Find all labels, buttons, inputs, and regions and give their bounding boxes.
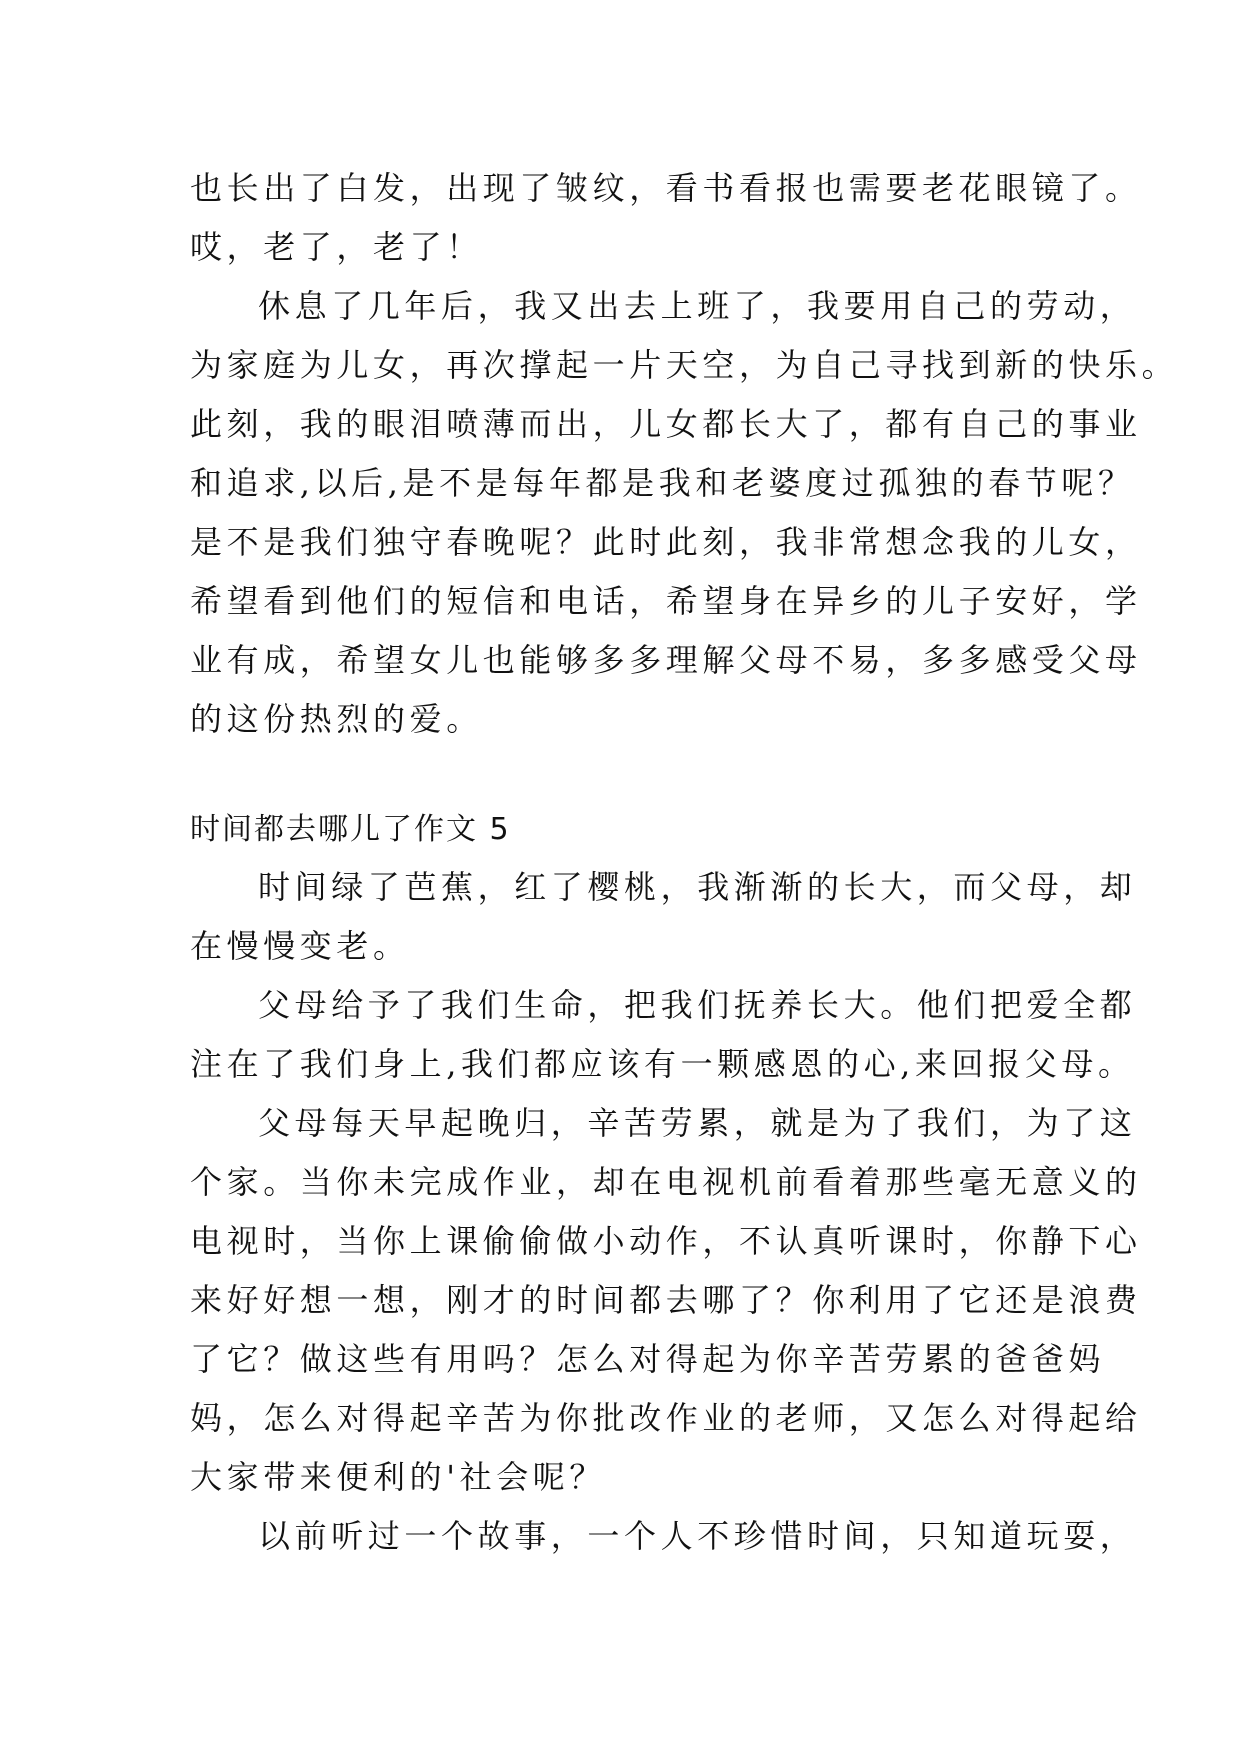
paragraph-start-line: 以前听过一个故事，一个人不珍惜时间，只知道玩耍，	[258, 1517, 1137, 1555]
text-line: 了它？做这些有用吗？怎么对得起为你辛苦劳累的爸爸妈	[190, 1340, 1106, 1378]
text-line: 为家庭为儿女，再次撑起一片天空，为自己寻找到新的快乐。	[190, 346, 1179, 384]
paragraph-start-line: 休息了几年后，我又出去上班了，我要用自己的劳动，	[258, 287, 1137, 325]
paragraph-start-line: 父母给予了我们生命，把我们抚养长大。他们把爱全都	[258, 986, 1137, 1024]
text-line: 业有成，希望女儿也能够多多理解父母不易，多多感受父母	[190, 641, 1142, 679]
text-line: 希望看到他们的短信和电话，希望身在异乡的儿子安好，学	[190, 582, 1142, 620]
paragraph-start-line: 时间绿了芭蕉，红了樱桃，我渐渐的长大，而父母，却	[258, 868, 1137, 906]
paragraph-start-line: 父母每天早起晚归，辛苦劳累，就是为了我们，为了这	[258, 1104, 1137, 1142]
text-line: 是不是我们独守春晚呢？此时此刻，我非常想念我的儿女，	[190, 523, 1142, 561]
section-heading: 时间都去哪儿了作文 5	[190, 812, 511, 847]
text-line: 也长出了白发，出现了皱纹，看书看报也需要老花眼镜了。	[190, 169, 1142, 207]
text-line: 电视时，当你上课偷偷做小动作，不认真听课时，你静下心	[190, 1222, 1142, 1260]
text-line: 个家。当你未完成作业，却在电视机前看着那些毫无意义的	[190, 1163, 1142, 1201]
text-line: 此刻，我的眼泪喷薄而出，儿女都长大了，都有自己的事业	[190, 405, 1142, 443]
text-line: 在慢慢变老。	[190, 927, 410, 965]
text-line: 哎，老了，老了！	[190, 228, 483, 266]
text-line: 来好好想一想，刚才的时间都去哪了？你利用了它还是浪费	[190, 1281, 1142, 1319]
text-line: 和追求,以后,是不是每年都是我和老婆度过孤独的春节呢？	[190, 464, 1135, 502]
text-line: 的这份热烈的爱。	[190, 700, 483, 738]
text-line: 妈，怎么对得起辛苦为你批改作业的老师，又怎么对得起给	[190, 1399, 1142, 1437]
text-line: 注在了我们身上,我们都应该有一颗感恩的心,来回报父母。	[190, 1045, 1135, 1083]
text-line: 大家带来便利的'社会呢？	[190, 1458, 606, 1496]
